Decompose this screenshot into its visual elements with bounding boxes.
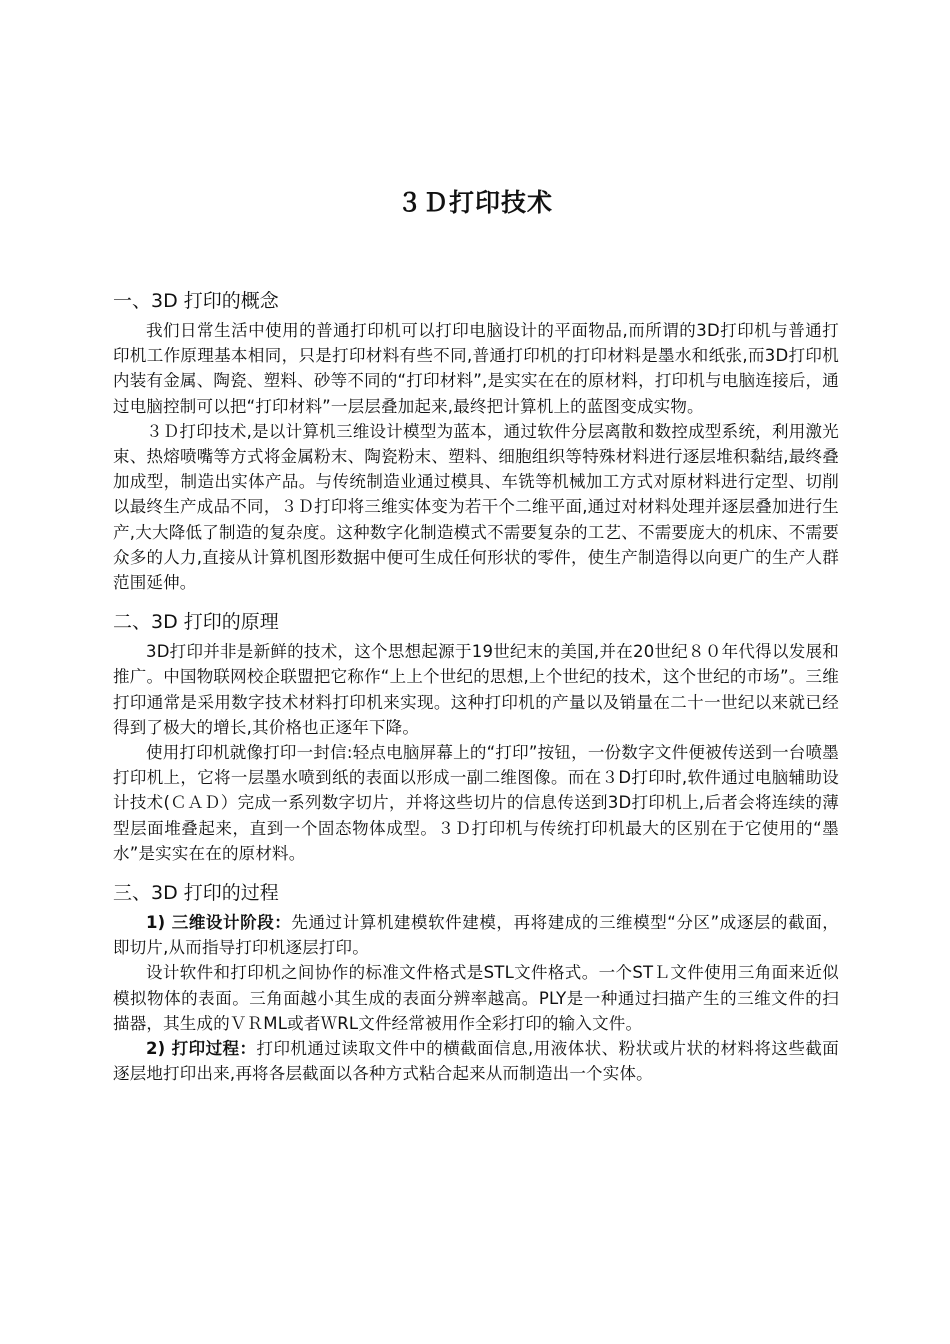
section-principle [113,607,839,866]
paragraph: 设计软件和打印机之间协作的标准文件格式是STL文件格式。一个STＬ文件使用三角面来近似模拟物体的表面。三角面越小其生成的表面分辨率越高。PLY是一种通过扫描产生的三维文件的扫描器，其生成的ＶＲML或者ＷRL文件经常被用作全彩打印的输入文件。 [113,963,839,1033]
paragraph: 3D打印并非是新鲜的技术，这个思想起源于19世纪末的美国,并在20世纪８０年代得以发展和推广。中国物联网校企联盟把它称作“上上个世纪的思想,上个世纪的技术，这个世纪的市场”。三维打印通常是采用数字技术材料打印机来实现。这种打印机的产量以及销量在二十一世纪以来就已经得到了极大的增长,其价格也正逐年下降。 [113,642,839,737]
document-body [113,286,839,1086]
section-heading: 二、3D 打印的原理 [113,611,279,634]
step-label: 1) 三维设计阶段： [146,913,292,933]
section-heading: 一、3D 打印的概念 [113,290,279,312]
step-paragraph [113,910,839,960]
document-title: ３Ｄ打印技术 [396,188,553,217]
step-text: 打印机通过读取文件中的横截面信息,用液体状、粉状或片状的材料将这些截面逐层地打印出来,再将各层截面以各种方式粘合起来从而制造出一个实体。 [113,1039,839,1084]
step-text: 先通过计算机建模软件建模，再将建成的三维模型“分区”成逐层的截面，即切片,从而指导打印机逐层打印。 [113,913,839,958]
section-heading: 三、3D 打印的过程 [113,882,279,905]
section-process [113,878,839,1086]
step-paragraph [113,1036,839,1086]
section-concept [113,286,839,595]
paragraph: 使用打印机就像打印一封信:轻点电脑屏幕上的“打印”按钮，一份数字文件便被传送到一台喷墨打印机上，它将一层墨水喷到纸的表面以形成一副二维图像。而在３D打印时,软件通过电脑辅助设计技术(ＣＡＤ）完成一系列数字切片，并将这些切片的信息传送到3D打印机上,后者会将连续的薄型层面堆叠起来，直到一个固态物体成型。３Ｄ打印机与传统打印机最大的区别在于它使用的“墨水”是实实在在的原材料。 [113,743,839,863]
paragraph: 我们日常生活中使用的普通打印机可以打印电脑设计的平面物品,而所谓的3D打印机与普通打印机工作原理基本相同，只是打印材料有些不同,普通打印机的打印材料是墨水和纸张,而3D打印机内装有金属、陶瓷、塑料、砂等不同的“打印材料”,是实实在在的原材料，打印机与电脑连接后，通过电脑控制可以把“打印材料”一层层叠加起来,最终把计算机上的蓝图变成实物。 [113,321,839,416]
step-label: 2) 打印过程： [146,1039,257,1059]
paragraph: ３Ｄ打印技术,是以计算机三维设计模型为蓝本，通过软件分层离散和数控成型系统，利用激光束、热熔喷嘴等方式将金属粉末、陶瓷粉末、塑料、细胞组织等特殊材料进行逐层堆积黏结,最终叠加成型，制造出实体产品。与传统制造业通过模具、车铣等机械加工方式对原材料进行定型、切削以最终生产成品不同，３Ｄ打印将三维实体变为若干个二维平面,通过对材料处理并逐层叠加进行生产,大大降低了制造的复杂度。这种数字化制造模式不需要复杂的工艺、不需要庞大的机床、不需要众多的人力,直接从计算机图形数据中便可生成任何形状的零件，使生产制造得以向更广的生产人群范围延伸。 [113,421,839,593]
